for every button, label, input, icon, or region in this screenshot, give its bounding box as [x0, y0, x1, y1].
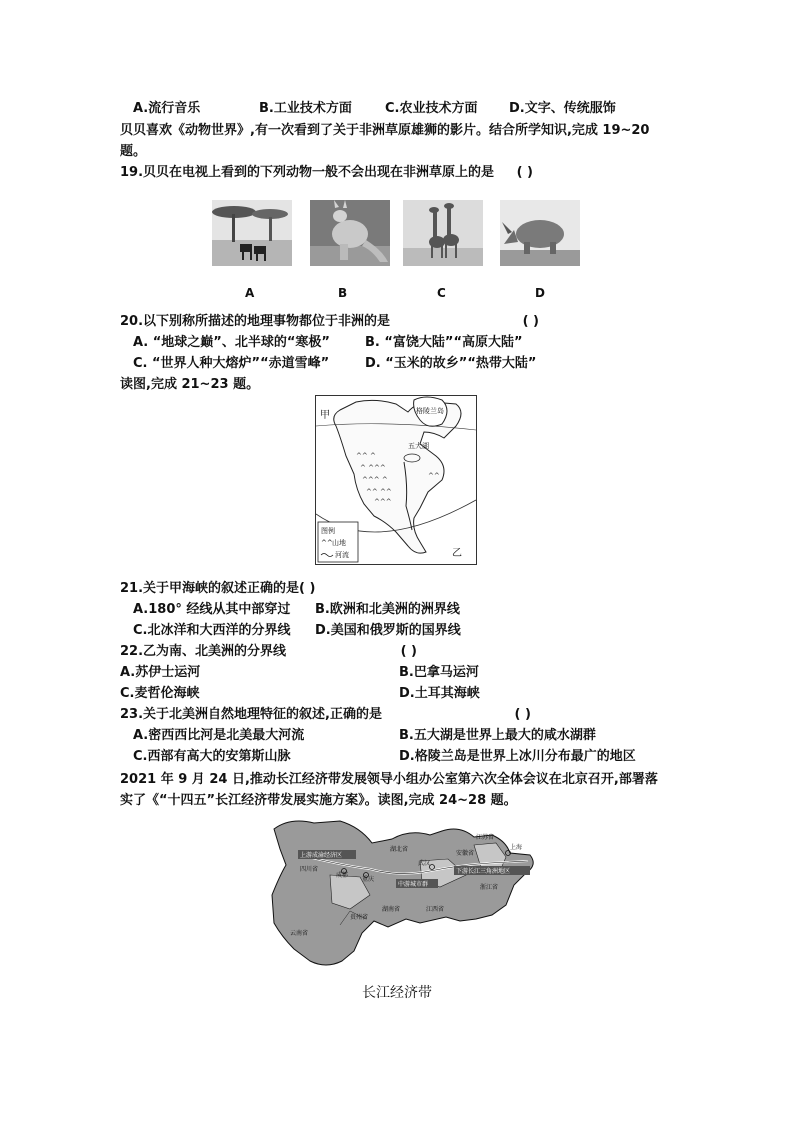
svg-text:^^^: ^^^ [374, 498, 392, 506]
label-downstream: 下游长江三角洲地区 [456, 868, 511, 875]
intro-24-28-line1: 2021 年 9 月 24 日,推动长江经济带发展领导小组办公室第六次全体会议在北京召开,部署落 [120, 772, 658, 787]
yangtze-economic-belt-map [270, 815, 540, 975]
q21-stem: 21.关于甲海峡的叙述正确的是( ) [120, 581, 316, 596]
q19-label-a: A [245, 286, 255, 300]
q19-stem [120, 164, 533, 182]
label-great-lakes: 五大湖 [408, 442, 429, 450]
legend-river: 河流 [335, 551, 349, 559]
label-hubei: 湖北省 [390, 846, 409, 853]
label-jiangxi: 江西省 [426, 906, 445, 913]
q18-options [133, 100, 616, 118]
q20-option-c: C. “世界人种大熔炉”“赤道雪峰” [133, 356, 330, 371]
north-america-map [315, 395, 477, 565]
q22-option-d: D.土耳其海峡 [399, 686, 480, 701]
label-hunan: 湖南省 [382, 906, 401, 913]
q23-options-row2 [133, 748, 636, 766]
q23-option-c: C.西部有高大的安第斯山脉 [133, 749, 291, 764]
q22-stem-text: 22.乙为南、北美洲的分界线 [120, 644, 287, 659]
svg-text:^^: ^^ [321, 539, 333, 547]
q21-option-a: A.180° 经线从其中部穿过 [133, 602, 291, 617]
q22-option-a: A.苏伊士运河 [120, 665, 201, 680]
q19-label-c: C [437, 286, 446, 300]
q23-options-row1 [133, 727, 596, 745]
q23-stem [120, 706, 531, 724]
q20-answer-bracket: ( ) [522, 314, 539, 329]
label-jia: 甲 [320, 410, 330, 421]
q19-answer-bracket: ( ) [516, 165, 533, 180]
q23-option-b: B.五大湖是世界上最大的咸水湖群 [399, 728, 596, 743]
map-caption: 长江经济带 [362, 985, 432, 1001]
q18-option-b: B.工业技术方面 [259, 101, 352, 116]
svg-text:^ ^^^: ^ ^^^ [360, 464, 386, 472]
legend-title: 图例 [321, 527, 335, 535]
label-chongqing: 重庆 [362, 876, 375, 883]
q20-stem [120, 313, 539, 331]
rhino-photo [500, 200, 580, 266]
label-greenland: 格陵兰岛 [416, 407, 444, 415]
q19-label-d: D [535, 286, 545, 300]
q21-option-d: D.美国和俄罗斯的国界线 [315, 623, 461, 638]
q20-stem-text: 20.以下别称所描述的地理事物都位于非洲的是 [120, 314, 391, 329]
q22-options-row2 [120, 685, 480, 703]
label-anhui: 安徽省 [456, 850, 475, 857]
kangaroo-photo [310, 200, 390, 266]
intro-19-20-line1: 贝贝喜欢《动物世界》,有一次看到了关于非洲草原雄狮的影片。结合所学知识,完成 19~20 [120, 123, 650, 138]
zebra-photo [212, 200, 292, 266]
giraffe-photo [403, 200, 483, 266]
label-wuhan: 武汉 [418, 860, 431, 867]
q22-answer-bracket: ( ) [400, 644, 417, 659]
q21-option-c: C.北冰洋和大西洋的分界线 [133, 623, 291, 638]
q22-option-c: C.麦哲伦海峡 [120, 686, 200, 701]
q23-stem-text: 23.关于北美洲自然地理特征的叙述,正确的是 [120, 707, 382, 722]
q20-options-row2 [133, 355, 536, 373]
q21-options-row1 [133, 601, 460, 619]
label-yunnan: 云南省 [290, 930, 309, 937]
label-guizhou: 贵州省 [350, 914, 369, 921]
q23-option-a: A.密西西比河是北美最大河流 [133, 728, 305, 743]
intro-21-23: 读图,完成 21~23 题。 [120, 377, 260, 392]
q20-option-b: B. “富饶大陆”“高原大陆” [365, 335, 523, 350]
svg-text:^^^ ^: ^^^ ^ [362, 476, 388, 484]
q23-option-d: D.格陵兰岛是世界上冰川分布最广的地区 [399, 749, 636, 764]
label-upstream: 上游成渝经济区 [300, 852, 343, 859]
svg-text:^^ ^^: ^^ ^^ [366, 488, 392, 496]
q22-options-row1 [120, 664, 479, 682]
q22-stem [120, 643, 417, 661]
q21-option-b: B.欧洲和北美洲的洲界线 [315, 602, 460, 617]
q20-options-row1 [133, 334, 523, 352]
q20-option-a: A. “地球之巅”、北半球的“寒极” [133, 335, 330, 350]
legend-mountain: 山地 [332, 539, 346, 547]
label-sichuan: 四川省 [300, 866, 319, 873]
label-yi: 乙 [452, 548, 462, 559]
q21-options-row2 [133, 622, 461, 640]
label-chengdu: 成都 [336, 872, 349, 879]
label-jiangsu: 江苏省 [476, 834, 495, 841]
q23-answer-bracket: ( ) [514, 707, 531, 722]
q18-option-a: A.流行音乐 [133, 101, 201, 116]
label-midstream: 中游城市群 [398, 881, 429, 888]
q22-option-b: B.巴拿马运河 [399, 665, 479, 680]
label-shanghai: 上海 [510, 844, 523, 851]
q19-stem-text: 19.贝贝在电视上看到的下列动物一般不会出现在非洲草原上的是 [120, 165, 495, 180]
q18-option-c: C.农业技术方面 [385, 101, 478, 116]
q20-option-d: D. “玉米的故乡”“热带大陆” [365, 356, 537, 371]
svg-text:^^: ^^ [428, 472, 440, 480]
intro-24-28-line2: 实了《“十四五”长江经济带发展实施方案》。读图,完成 24~28 题。 [120, 793, 517, 808]
label-zhejiang: 浙江省 [480, 884, 499, 891]
q19-label-b: B [338, 286, 348, 300]
q18-option-d: D.文字、传统服饰 [509, 101, 616, 116]
svg-text:^^ ^: ^^ ^ [356, 452, 376, 460]
intro-19-20-line2: 题。 [120, 144, 147, 159]
